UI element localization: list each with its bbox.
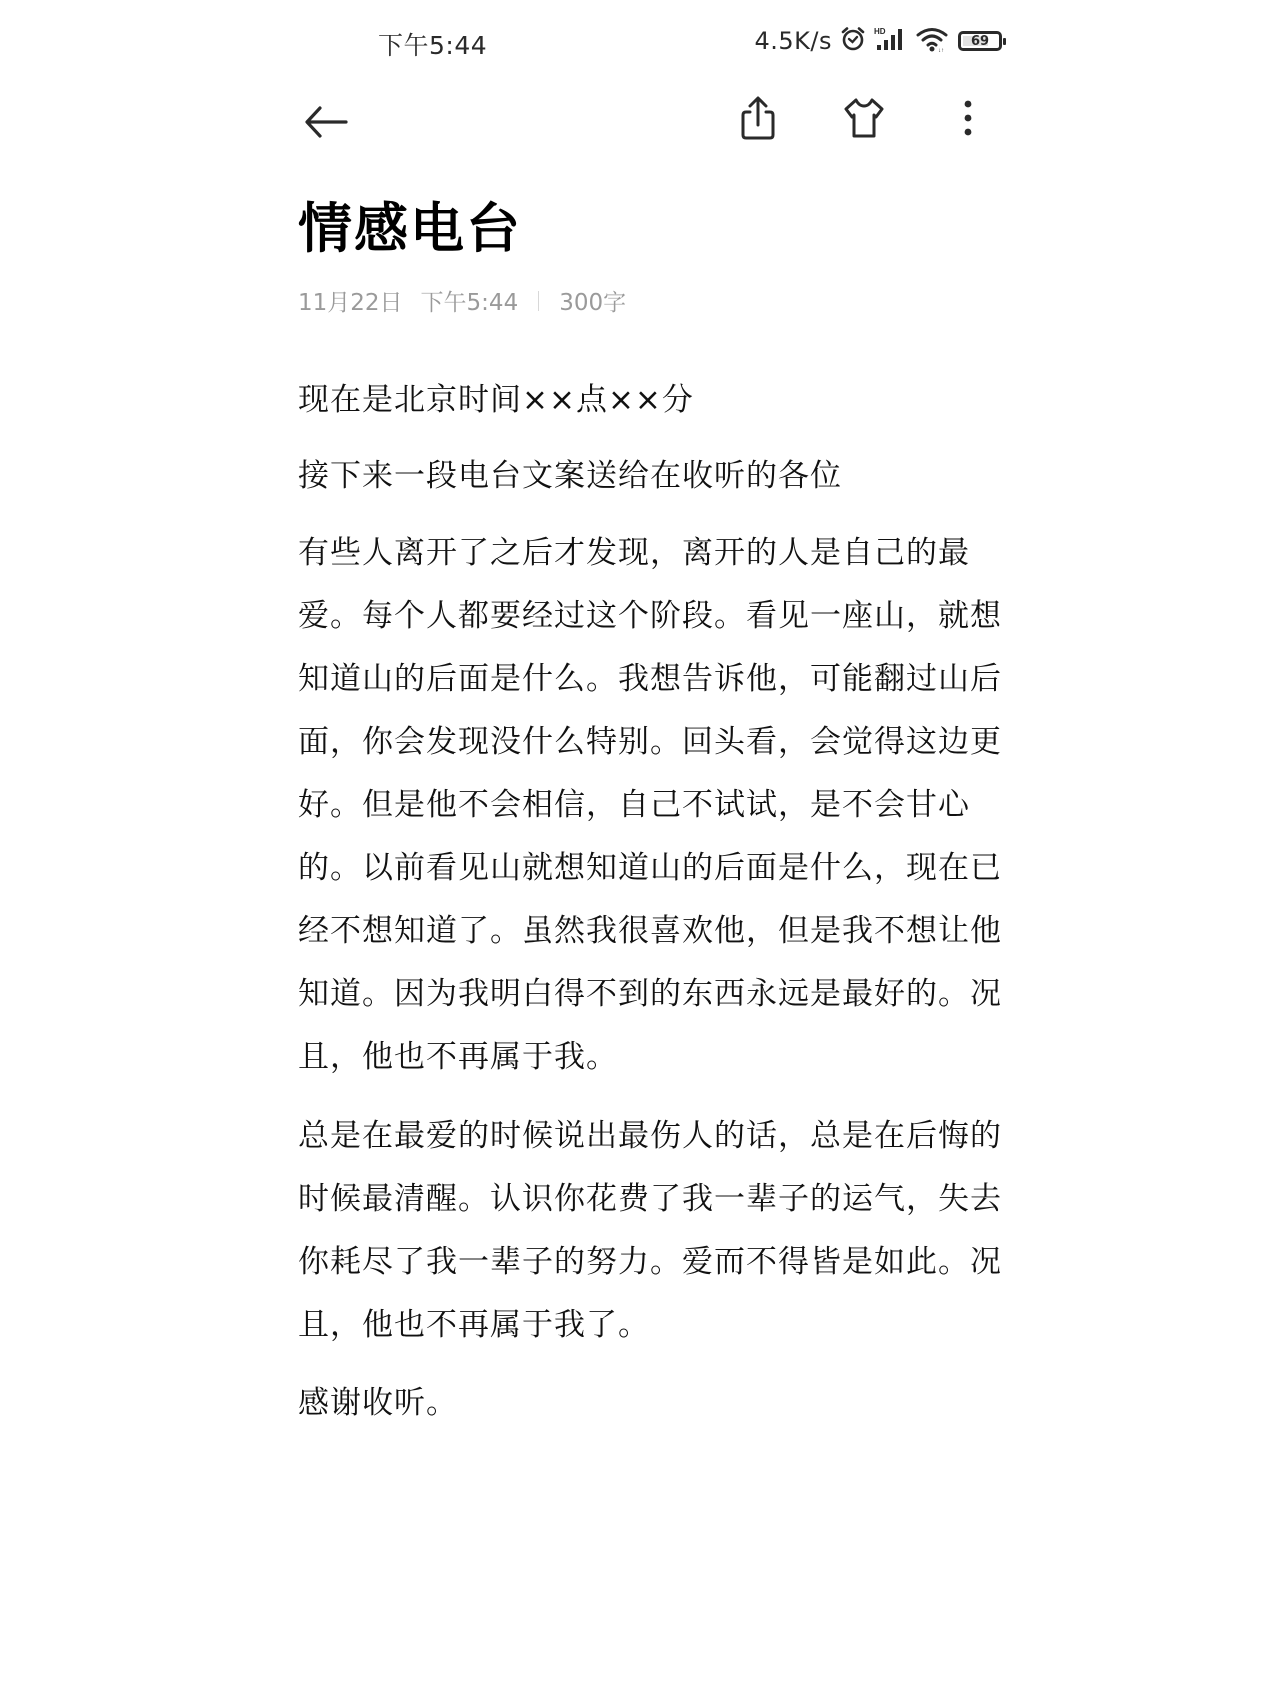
- status-time: 下午5:44: [378, 31, 488, 60]
- hd-signal-icon: [874, 26, 908, 56]
- alarm-icon: [840, 26, 866, 56]
- svg-text:HD: HD: [874, 27, 886, 36]
- paragraph: 现在是北京时间××点××分: [298, 382, 694, 418]
- battery-level: 69: [970, 33, 990, 49]
- paragraph: 接下来一段电台文案送给在收听的各位: [298, 458, 842, 494]
- paragraph: 感谢收听。: [298, 1385, 458, 1421]
- note-meta: [298, 284, 626, 317]
- tshirt-icon: [842, 97, 886, 139]
- battery-icon: [958, 31, 1002, 51]
- share-button[interactable]: [730, 90, 786, 146]
- status-icons: [755, 26, 1003, 56]
- note-toolbar: [0, 90, 1280, 154]
- share-icon: [738, 96, 778, 140]
- meta-divider: [538, 291, 539, 311]
- word-count: 300字: [559, 290, 627, 316]
- svg-text:↓↑: ↓↑: [938, 48, 944, 52]
- more-options-button[interactable]: [940, 90, 996, 146]
- more-vertical-icon: [962, 99, 974, 137]
- status-bar: [0, 0, 1280, 80]
- note-body[interactable]: [298, 370, 1008, 1449]
- wifi-icon: [916, 26, 950, 56]
- paragraph: 有些人离开了之后才发现，离开的人是自己的最爱。每个人都要经过这个阶段。看见一座山，就想知道山的后面是什么。我想告诉他，可能翻过山后面，你会发现没什么特别。回头看，会觉得这边更好。但是他不会相信，自己不试试，是不会甘心的。以前看见山就想知道山的后面是什么，现在已经不想知道了。虽然我很喜欢他，但是我不想让他知道。因为我明白得不到的东西永远是最好的。况且，他也不再属于我。: [298, 535, 1002, 1075]
- back-button[interactable]: [298, 94, 354, 150]
- arrow-left-icon: [304, 104, 348, 140]
- note-title[interactable]: 情感电台: [298, 197, 522, 260]
- note-time: 下午5:44: [420, 290, 519, 316]
- paragraph: 总是在最爱的时候说出最伤人的话，总是在后悔的时候最清醒。认识你花费了我一辈子的运气，失去你耗尽了我一辈子的努力。爱而不得皆是如此。况且，他也不再属于我了。: [298, 1118, 1002, 1343]
- network-speed: 4.5K/s: [754, 27, 832, 55]
- theme-button[interactable]: [836, 90, 892, 146]
- note-date: 11月22日: [298, 290, 403, 316]
